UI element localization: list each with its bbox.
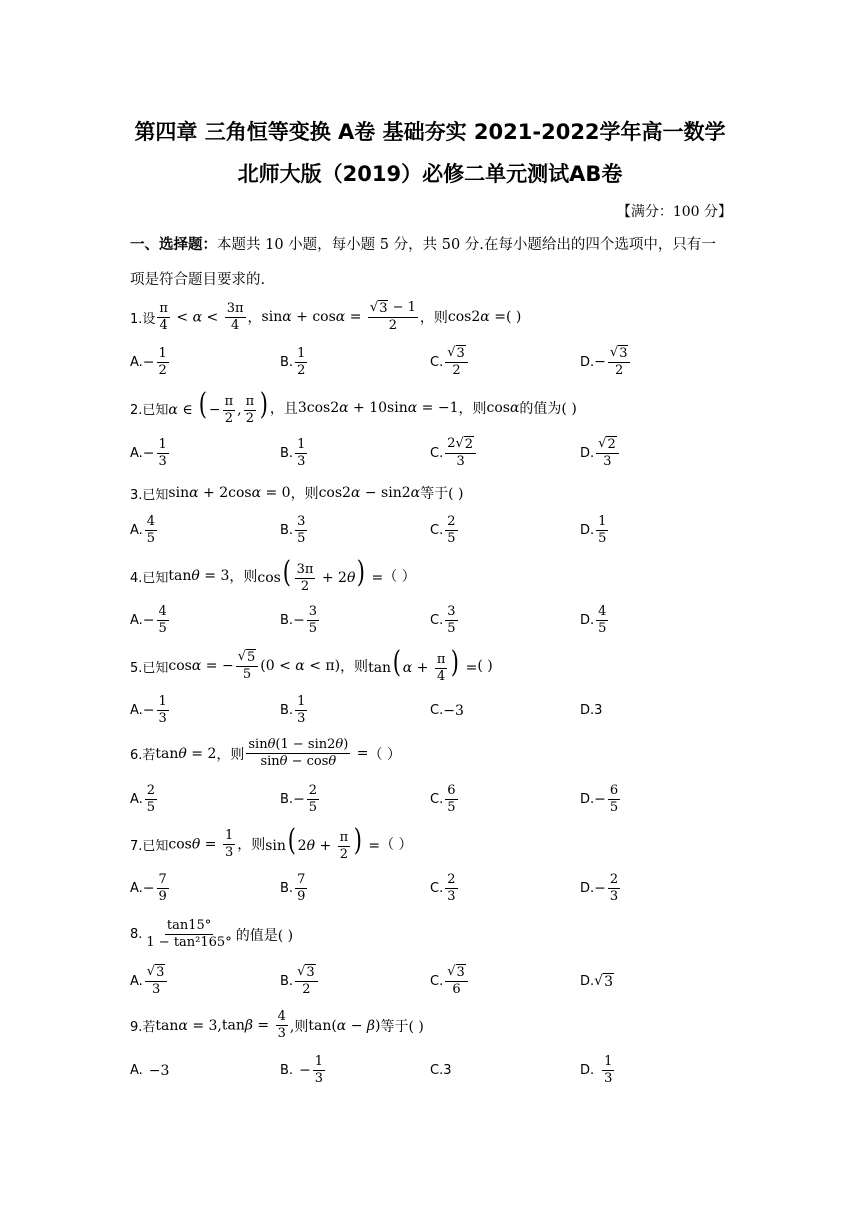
- option-c[interactable]: [430, 1063, 580, 1078]
- option-d[interactable]: D. √ 3: [580, 972, 613, 990]
- question-8-number: 8.: [130, 927, 143, 942]
- option-d-label: D.: [580, 523, 595, 538]
- option-c-label: C.: [430, 703, 444, 718]
- question-8-options: [130, 964, 730, 998]
- question-4-math-given: tanθ = 3: [168, 568, 230, 585]
- question-7: [130, 823, 413, 863]
- option-c[interactable]: C. $\frac{3}{5}$: [430, 604, 456, 636]
- option-d-label: D.: [580, 973, 595, 989]
- question-4: [130, 555, 416, 595]
- option-a-label: A.: [130, 792, 143, 807]
- question-1-math-target: cos2α =: [447, 309, 506, 325]
- option-a-label: A.: [130, 354, 143, 370]
- full-score-label: 【满分：100 分】: [616, 204, 732, 220]
- question-6-math-given: tanθ = 2: [155, 745, 217, 762]
- option-a-label: A.: [130, 613, 143, 628]
- option-d[interactable]: [580, 703, 602, 718]
- question-4-options: [130, 604, 730, 637]
- option-a[interactable]: A. −3: [130, 1062, 170, 1079]
- question-5-math-target: tan( α + $\frac{\pi}{4}$ ) =: [368, 645, 478, 684]
- section-title: 一、选择题：: [130, 237, 217, 253]
- question-2: [130, 387, 577, 427]
- question-3: [130, 483, 463, 503]
- question-5-tail: ( ): [477, 658, 493, 675]
- question-1-blank: ( ): [505, 309, 522, 325]
- option-c-label: C.: [430, 613, 444, 628]
- question-7-number: 7.已知: [130, 838, 169, 854]
- option-d[interactable]: D. √ 2 3: [580, 436, 621, 470]
- option-c-label: C.: [430, 792, 444, 807]
- question-7-math-given: cosθ = $\frac{1}{3}$: [168, 827, 234, 860]
- option-b-label: B.: [280, 881, 294, 896]
- option-c[interactable]: C. 2√ 2 3: [430, 436, 580, 470]
- question-7-math-target: sin( 2θ + $\frac{\pi}{2}$ ) =: [265, 823, 381, 862]
- question-1-ask: ，则: [419, 310, 448, 326]
- question-8-math-expression: $\frac{\tan 15^\circ}{\text{1 − tan²165°}}$: [146, 918, 232, 950]
- question-9-options: [130, 1054, 730, 1087]
- option-b[interactable]: B. $\frac{1}{3}$: [280, 436, 306, 469]
- question-7-options: [130, 872, 730, 905]
- section-instructions: 本题共 10 小题，每小题 5 分，共 50 分.在每小题给出的四个选项中，只有一项是符合题目要求的.: [130, 237, 716, 288]
- option-b-label: B.: [280, 973, 294, 989]
- question-9-math-target: tan(α − β): [308, 1017, 381, 1034]
- option-a-label: A.: [130, 703, 143, 718]
- option-b-label: B.: [280, 445, 294, 461]
- option-b[interactable]: B. $\frac{3}{5}$: [280, 514, 306, 546]
- option-b[interactable]: B. − $\frac{2}{5}$: [280, 783, 318, 815]
- question-2-number: 2.已知: [130, 402, 169, 418]
- question-8: [130, 918, 293, 951]
- question-9-math-given-2: tanβ = $\frac{4}{3}$: [221, 1009, 286, 1041]
- option-c[interactable]: C. $\frac{6}{5}$: [430, 783, 456, 815]
- option-a[interactable]: A. − $\frac{4}{5}$: [130, 604, 167, 636]
- question-3-math-given: sinα + 2cosα = 0: [168, 485, 291, 501]
- option-b[interactable]: B. √ 3 2: [280, 964, 430, 998]
- option-d[interactable]: D. $\frac{4}{5}$: [580, 604, 607, 636]
- option-b-label: B.: [280, 792, 294, 807]
- option-a-label: A.: [130, 881, 143, 896]
- option-c-label: C.3: [430, 1063, 452, 1078]
- question-1-math-range: $\frac{\pi}{4}$ < α < $\frac{3\pi}{4}$: [159, 300, 244, 333]
- question-9-sep: ,: [217, 1017, 222, 1034]
- option-b-label: B.: [280, 523, 294, 538]
- option-c-label: C.: [430, 354, 444, 370]
- option-b-label: B.: [280, 613, 294, 628]
- option-d[interactable]: D. $\frac{1}{5}$: [580, 514, 607, 546]
- option-c-label: C.: [430, 445, 444, 461]
- question-1-math-given: sinα + cosα = √ 3 − 1 2: [261, 300, 416, 333]
- question-2-math-domain: α ∈ ( − $\frac{\pi}{2}$ , $\frac{\pi}{2}$ ): [168, 387, 269, 426]
- option-c[interactable]: C. √ 3 2: [430, 345, 580, 379]
- option-a-label: A.: [130, 523, 143, 538]
- option-a-label: A.: [130, 973, 143, 989]
- option-c-label: C.: [430, 973, 444, 989]
- question-9-number: 9.若: [130, 1020, 156, 1035]
- question-5-options: [130, 694, 730, 727]
- question-4-tail: （ ）: [383, 569, 416, 586]
- question-5: [130, 645, 493, 685]
- question-9: [130, 1009, 424, 1042]
- option-d-label: D.3: [580, 703, 603, 718]
- question-8-tail: 的值是( ): [235, 927, 294, 944]
- question-2-tail: 的值为( ): [519, 401, 577, 418]
- question-5-math-given: cosα = − √ 5 5 (0 < α < π): [168, 649, 341, 683]
- option-a[interactable]: A. $\frac{2}{5}$: [130, 783, 156, 815]
- question-4-math-target: cos( $\frac{3\pi}{2}$ + 2θ) =: [257, 555, 384, 594]
- option-d-label: D.: [580, 445, 595, 461]
- question-9-tail: 等于( ): [380, 1018, 424, 1035]
- question-1-options: [130, 345, 730, 379]
- option-d[interactable]: D. − $\frac{2}{3}$: [580, 872, 619, 904]
- question-2-options: [130, 436, 730, 470]
- option-d[interactable]: D. − $\frac{6}{5}$: [580, 783, 619, 815]
- option-b-label: B.: [280, 1063, 294, 1078]
- question-7-tail: （ ）: [380, 837, 413, 854]
- option-d-label: D.: [580, 792, 595, 807]
- question-1-number: 1.设: [130, 311, 156, 327]
- option-a-label: A.: [130, 445, 143, 461]
- question-9-ask: ,则: [289, 1018, 309, 1035]
- option-b-label: B.: [280, 354, 294, 370]
- question-6-options: [130, 783, 730, 816]
- question-2-sep: ，且: [269, 401, 298, 418]
- option-c-label: C.: [430, 523, 444, 538]
- question-6-math-target: $\frac{\sin\theta(1 - \sin 2\theta)}{\sin\theta - \cos\theta}$ =: [248, 737, 369, 769]
- option-d-label: D.: [580, 1063, 595, 1078]
- question-1-sep: ，: [247, 310, 262, 326]
- question-3-math-target: cos2α − sin2α: [318, 485, 421, 501]
- question-4-number: 4.已知: [130, 570, 169, 586]
- page-title-line-1: 第四章 三角恒等变换 A卷 基础夯实 2021-2022学年高一数学: [134, 120, 726, 144]
- option-a[interactable]: A. √ 3 3: [130, 964, 280, 998]
- question-2-math-target: cosα: [486, 400, 520, 417]
- question-3-options: [130, 514, 730, 547]
- option-a[interactable]: A. − $\frac{1}{2}$: [130, 345, 167, 378]
- section-heading: [130, 228, 730, 298]
- option-d[interactable]: D. $\frac{1}{3}$: [580, 1054, 613, 1086]
- option-b[interactable]: B. $\frac{1}{3}$: [280, 694, 306, 726]
- question-6: [130, 737, 401, 770]
- option-a[interactable]: A. − $\frac{1}{3}$: [130, 694, 167, 726]
- question-4-ask: ，则: [229, 569, 258, 586]
- question-5-number: 5.已知: [130, 660, 169, 676]
- question-3-number: 3.已知: [130, 487, 169, 503]
- question-3-ask: ，则: [290, 486, 319, 502]
- question-6-number: 6.若: [130, 748, 156, 763]
- question-2-math-given: 3cos2α + 10sinα = −1: [297, 400, 459, 417]
- question-9-math-given-1: tanα = 3: [155, 1017, 218, 1034]
- option-d[interactable]: D. − √ 3 2: [580, 345, 632, 379]
- question-2-ask: ，则: [458, 401, 487, 418]
- option-b[interactable]: B. $\frac{7}{9}$: [280, 872, 306, 904]
- option-a-label: A.: [130, 1063, 143, 1078]
- option-c[interactable]: C. √ 3 6: [430, 964, 580, 998]
- option-b[interactable]: B. $\frac{1}{2}$: [280, 345, 306, 378]
- question-1: [130, 300, 521, 334]
- question-3-tail: 等于( ): [420, 486, 464, 502]
- question-6-tail: （ ）: [368, 746, 401, 763]
- option-a[interactable]: A. $\frac{4}{5}$: [130, 514, 156, 546]
- option-b-label: B.: [280, 703, 294, 718]
- option-c-label: C.: [430, 881, 444, 896]
- option-c[interactable]: C. −3: [430, 702, 464, 719]
- page-title-line-2: 北师大版（2019）必修二单元测试AB卷: [237, 162, 623, 186]
- option-a[interactable]: A. − $\frac{7}{9}$: [130, 872, 167, 904]
- option-c[interactable]: C. $\frac{2}{5}$: [430, 514, 456, 546]
- question-5-ask: ，则: [340, 659, 369, 676]
- option-a[interactable]: A. − $\frac{1}{3}$: [130, 436, 167, 469]
- question-6-ask: ，则: [216, 746, 245, 763]
- option-d-label: D.: [580, 354, 595, 370]
- option-b[interactable]: B. − $\frac{1}{3}$: [280, 1054, 324, 1086]
- option-c[interactable]: C. $\frac{2}{3}$: [430, 872, 456, 904]
- option-b[interactable]: B. − $\frac{3}{5}$: [280, 604, 318, 636]
- option-d-label: D.: [580, 613, 595, 628]
- question-7-ask: ，则: [237, 837, 266, 854]
- option-d-label: D.: [580, 881, 595, 896]
